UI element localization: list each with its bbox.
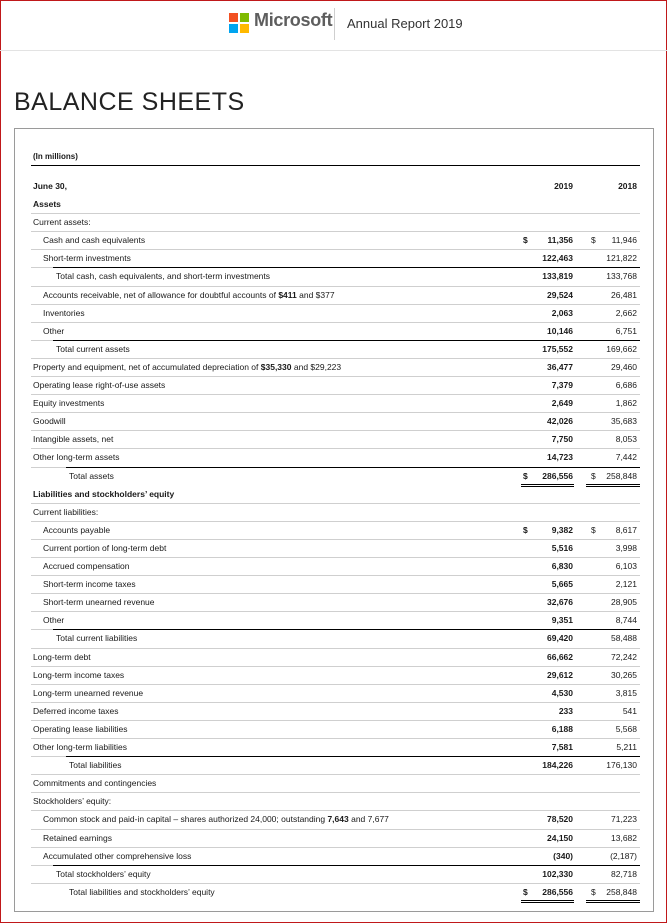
table-row (0, 448, 667, 466)
table-row (0, 774, 667, 792)
top-rule (31, 165, 640, 166)
value-2018: 58,488 (611, 633, 637, 644)
dollar-sign: $ (523, 524, 528, 535)
row-label: Total current assets (56, 343, 130, 354)
value-2018: 121,822 (606, 253, 637, 264)
table-row (0, 430, 667, 448)
row-label: Current assets: (33, 217, 91, 228)
table-row (0, 322, 667, 340)
value-2018: 7,442 (615, 452, 637, 463)
table-row (0, 195, 667, 213)
value-2019: 133,819 (542, 271, 573, 282)
table-row (0, 738, 667, 756)
value-2018: 5,568 (615, 723, 637, 734)
table-row (0, 883, 667, 901)
value-2019: 9,351 (551, 615, 573, 626)
value-2019: 29,612 (547, 669, 573, 680)
col-2019-header: 2019 (554, 181, 573, 191)
value-2019: 233 (558, 705, 573, 716)
dollar-sign: $ (523, 235, 528, 246)
value-2019: 286,556 (542, 470, 573, 481)
row-label: Accumulated other comprehensive loss (43, 850, 192, 861)
row-label: Other (43, 325, 65, 336)
row-label: Retained earnings (43, 832, 112, 843)
row-label: Liabilities and stockholders’ equity (33, 488, 175, 499)
value-2019: 184,226 (542, 760, 573, 771)
value-2019: 6,188 (551, 723, 573, 734)
value-2018: 3,815 (615, 687, 637, 698)
value-2018: 169,662 (606, 343, 637, 354)
row-label: Common stock and paid-in capital – shares authorized 24,000; outstanding 7,643 and 7,677 (43, 814, 389, 825)
value-2019: 9,382 (551, 524, 573, 535)
row-label: Other long-term liabilities (33, 742, 128, 752)
value-2018: 30,265 (611, 669, 637, 680)
row-label: Operating lease liabilities (33, 723, 128, 734)
dollar-sign: $ (591, 886, 596, 897)
table-row (0, 231, 667, 249)
value-2018: 35,683 (611, 416, 637, 427)
double-rule (586, 900, 640, 903)
page-title: BALANCE SHEETS (14, 88, 245, 116)
value-2018: 8,053 (615, 434, 637, 445)
value-2018: 26,481 (611, 289, 637, 300)
row-label: Short-term income taxes (43, 579, 136, 590)
value-2018: 71,223 (611, 814, 637, 825)
value-2019: 5,665 (551, 579, 573, 590)
row-label: Accrued compensation (43, 561, 130, 571)
value-2018: 3,998 (615, 542, 637, 553)
value-2019: 5,516 (551, 542, 573, 553)
value-2018: 541 (622, 705, 637, 716)
row-label: Short-term investments (43, 253, 131, 264)
table-row (0, 629, 667, 647)
row-label: Short-term unearned revenue (43, 597, 155, 608)
row-label: Total cash, cash equivalents, and short-term investments (56, 271, 271, 282)
row-label: Accounts receivable, net of allowance for doubtful accounts of $411 and $377 (43, 289, 335, 300)
table-row (0, 829, 667, 847)
row-label: Long-term debt (33, 651, 91, 662)
row-label: Operating lease right-of-use assets (33, 380, 166, 390)
row-label: Equity investments (33, 398, 105, 409)
row-label: Total current liabilities (56, 633, 138, 644)
row-label: Total liabilities (69, 760, 122, 771)
value-2019: 78,520 (547, 814, 573, 825)
value-2019: (340) (553, 850, 573, 861)
table-row (0, 792, 667, 810)
value-2018: 6,751 (615, 325, 637, 336)
value-2019: 175,552 (542, 343, 573, 354)
row-label: Inventories (43, 307, 85, 318)
table-row (0, 467, 667, 485)
value-2018: 2,121 (615, 579, 637, 590)
row-label: Intangible assets, net (33, 434, 114, 445)
value-2019: 42,026 (547, 416, 573, 427)
table-row (0, 865, 667, 883)
value-2018: 6,103 (615, 561, 637, 571)
row-label: Total liabilities and stockholders’ equity (69, 886, 215, 897)
row-label: Assets (33, 199, 61, 209)
value-2018: 28,905 (611, 597, 637, 608)
value-2019: 286,556 (542, 886, 573, 897)
table-row (0, 539, 667, 557)
value-2019: 11,356 (547, 235, 573, 246)
value-2019: 36,477 (547, 361, 573, 372)
microsoft-logo-icon (229, 13, 249, 33)
table-row (0, 376, 667, 394)
table-row (0, 267, 667, 285)
table-row (0, 810, 667, 828)
value-2019: 66,662 (547, 651, 573, 662)
table-row (0, 521, 667, 539)
value-2018: 8,617 (615, 524, 637, 535)
row-label: Current liabilities: (33, 506, 99, 517)
value-2019: 4,530 (551, 687, 573, 698)
row-label: Other (43, 615, 65, 626)
table-row (0, 702, 667, 720)
value-2018: 176,130 (606, 760, 637, 771)
value-2019: 14,723 (547, 452, 573, 463)
value-2018: 133,768 (606, 271, 637, 282)
table-row (0, 412, 667, 430)
brand-name: Microsoft (254, 10, 333, 30)
date-label: June 30, (33, 181, 68, 191)
row-label: Cash and cash equivalents (43, 235, 146, 246)
table-row (0, 286, 667, 304)
value-2018: 5,211 (616, 742, 637, 752)
row-label: Long-term income taxes (33, 669, 125, 680)
value-2018: 82,718 (611, 868, 637, 879)
report-title: Annual Report 2019 (347, 16, 463, 31)
table-row (0, 485, 667, 503)
double-rule (521, 900, 574, 903)
value-2018: 258,848 (606, 470, 637, 481)
row-label: Total stockholders’ equity (56, 868, 151, 879)
value-2019: 122,463 (542, 253, 573, 264)
value-2018: 8,744 (615, 615, 637, 626)
dollar-sign: $ (591, 524, 596, 535)
value-2019: 24,150 (547, 832, 573, 843)
column-header-row (0, 177, 667, 195)
dollar-sign: $ (591, 235, 596, 246)
value-2019: 32,676 (547, 597, 573, 608)
dollar-sign: $ (523, 886, 528, 897)
table-row (0, 575, 667, 593)
value-2018: 258,848 (606, 886, 637, 897)
units-label: (In millions) (33, 152, 78, 161)
value-2019: 29,524 (547, 289, 573, 300)
row-label: Goodwill (33, 416, 66, 427)
value-2019: 10,146 (547, 325, 573, 336)
value-2018: 6,686 (615, 380, 637, 390)
table-row (0, 358, 667, 376)
table-row (0, 648, 667, 666)
table-row (0, 503, 667, 521)
table-row (0, 593, 667, 611)
value-2018: 1,862 (615, 398, 637, 409)
dollar-sign: $ (591, 470, 596, 481)
row-label: Commitments and contingencies (33, 778, 157, 789)
table-row (0, 249, 667, 267)
table-row (0, 394, 667, 412)
col-2018-header: 2018 (618, 181, 637, 191)
value-2018: 2,662 (615, 307, 637, 318)
row-label: Accounts payable (43, 524, 111, 535)
value-2019: 2,063 (551, 307, 573, 318)
value-2019: 6,830 (551, 561, 573, 571)
value-2018: 29,460 (611, 361, 637, 372)
value-2019: 7,750 (551, 434, 573, 445)
table-row (0, 557, 667, 575)
row-label: Long-term unearned revenue (33, 687, 144, 698)
table-row (0, 847, 667, 865)
value-2018: (2,187) (610, 850, 637, 861)
value-2018: 13,682 (611, 832, 637, 843)
table-row (0, 720, 667, 738)
value-2019: 2,649 (551, 398, 573, 409)
table-row (0, 304, 667, 322)
table-row (0, 666, 667, 684)
table-row (0, 213, 667, 231)
value-2019: 69,420 (547, 633, 573, 644)
row-label: Total assets (69, 470, 114, 481)
table-row (0, 756, 667, 774)
value-2018: 72,242 (611, 651, 637, 662)
header-divider (334, 8, 335, 40)
value-2019: 7,379 (551, 380, 573, 390)
dollar-sign: $ (523, 470, 528, 481)
header (0, 0, 667, 51)
value-2018: 11,946 (611, 235, 637, 246)
row-label: Deferred income taxes (33, 705, 119, 716)
row-label: Other long-term assets (33, 452, 120, 463)
row-label: Stockholders’ equity: (33, 796, 112, 807)
row-label: Property and equipment, net of accumulated depreciation of $35,330 and $29,223 (33, 361, 342, 372)
table-row (0, 340, 667, 358)
value-2019: 102,330 (542, 868, 573, 879)
row-label: Current portion of long-term debt (43, 542, 167, 553)
table-row (0, 611, 667, 629)
table-row (0, 684, 667, 702)
value-2019: 7,581 (551, 742, 573, 752)
